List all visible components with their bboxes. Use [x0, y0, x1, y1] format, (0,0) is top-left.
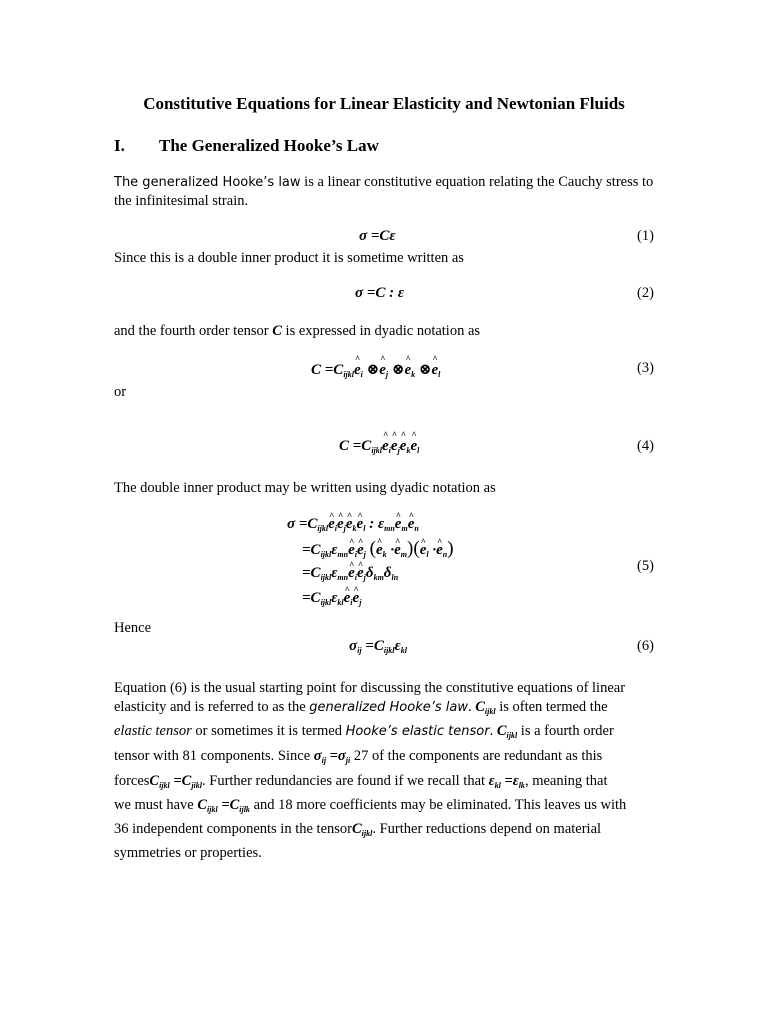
- final-paragraph-line-1: Equation (6) is the usual starting point for discussing the constitutive equations of linear: [114, 680, 626, 696]
- final-paragraph-line-3: elastic tensor or sometimes it is termed Hooke’s elastic tensor. $C_{ijkl}$ is a fourth order: [114, 723, 614, 740]
- equation-number-3: (3): [637, 360, 654, 376]
- final-paragraph-line-5: forcesC$_{ijkl}$ $=C_{jikl}$. Further redundancies are found if we recall that $\varepsilon_{kl} =\varepsilon_{lk}$, meaning that: [114, 773, 608, 790]
- double-inner-text: Since this is a double inner product it is sometime written as: [114, 250, 464, 266]
- fourth-order-text: and the fourth order tensor C is expressed in dyadic notation as: [114, 323, 481, 339]
- equation-number-6: (6): [637, 638, 654, 654]
- final-paragraph-line-7: 36 independent components in the tensorC$_{ijkl}$. Further reductions depend on material: [114, 821, 602, 838]
- equation-number-2: (2): [637, 285, 654, 301]
- section-title: The Generalized Hooke’s Law: [159, 136, 379, 155]
- equation-6: $\sigma_{ij} =C_{ijkl}\varepsilon_{kl}$: [349, 638, 407, 655]
- section-number: I.: [114, 136, 125, 155]
- final-paragraph-line-4: tensor with 81 components. Since $\sigma_{ij} =\sigma_{ji}$ 27 of the components are redundant as this: [114, 748, 603, 765]
- equation-5: $\sigma =C_{ijkl}\^{}$ $e_i\^{}$ $e_j\^{}$ $e_k\^{}$ $e_l$ : $\varepsilon_{mn}\^{}$ $e_m\^{}$ $e_n$ $=C_{ijkl}\varepsilon_{mn}\^{}$ $e_i\^{}$ $e_j$ (^ $e_k$ ·^ $e_m)(\^{}$ $e_l$ ·^ $e_n$) $=C_{ijkl}\varepsilon_{mn}\^{}$ $e_i\^{}$ $e_j\delta_{km}\delta_{ln}$ $=C_{ijkl}\varepsilon_{kl}\^{}$ $e_i\^{}$ $e_j$: [287, 512, 454, 610]
- equation-1: σ =Cε: [359, 228, 396, 244]
- equation-number-5: (5): [637, 558, 654, 574]
- intro-paragraph: [114, 173, 654, 210]
- equation-4: $C =C_{ijkl}\^{}$ $e_i\^{}$ $e_j\^{}$ $e_k\^{}$ $e_l$: [339, 438, 419, 455]
- document-title: Constitutive Equations for Linear Elasticity and Newtonian Fluids: [143, 94, 625, 113]
- dyadic-text: The double inner product may be written using dyadic notation as: [114, 480, 496, 496]
- equation-2: σ =C : ε: [355, 285, 405, 301]
- equation-3: $C =C_{ijkl}\^{}$ $e_i$ ⊗^ $e_j$ ⊗^ $e_k$ ⊗^ $e_l$: [311, 360, 440, 379]
- final-paragraph-line-6: we must have $C_{ijkl} =C_{ijlk}$ and 18 more coefficients may be eliminated. This leaves us with: [114, 797, 627, 814]
- or-text: or: [114, 384, 127, 400]
- equation-number-1: (1): [637, 228, 654, 244]
- intro-text: is a linear constitutive equation relating the Cauchy stress to the infinitesimal strain.: [114, 174, 654, 209]
- intro-term: The generalized Hooke’s law: [114, 175, 301, 190]
- hence-text: Hence: [114, 620, 152, 636]
- final-paragraph-line-2: elasticity and is referred to as the generalized Hooke’s law. $C_{ijkl}$ is often termed the: [114, 699, 608, 716]
- final-paragraph-line-8: symmetries or properties.: [114, 845, 262, 861]
- equation-number-4: (4): [637, 438, 654, 454]
